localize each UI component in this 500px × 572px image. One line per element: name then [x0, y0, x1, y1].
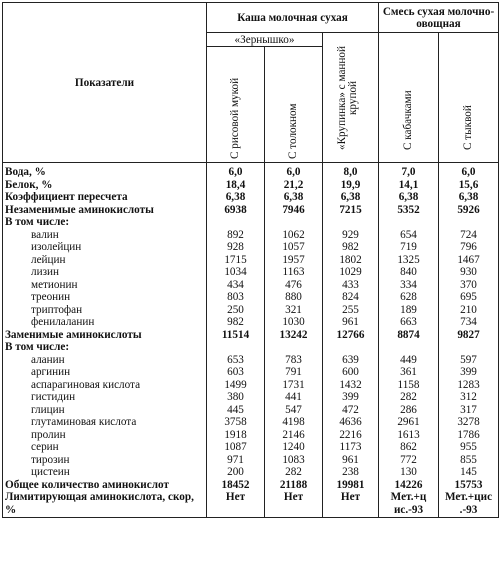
row-value: Нет — [265, 491, 323, 518]
row-value: 255 — [323, 304, 379, 317]
row-value: 1467 — [439, 254, 499, 267]
row-value: 11514 — [207, 329, 265, 342]
row-value: 719 — [379, 241, 439, 254]
row-value: 2146 — [265, 429, 323, 442]
row-label: лейцин — [3, 254, 207, 267]
table-row — [3, 391, 499, 404]
table-row — [3, 416, 499, 429]
row-value: 317 — [439, 404, 499, 417]
row-label: аргинин — [3, 366, 207, 379]
row-value — [265, 341, 323, 354]
row-label: изолейцин — [3, 241, 207, 254]
table-row — [3, 479, 499, 492]
row-value: 982 — [207, 316, 265, 329]
table-row — [3, 229, 499, 242]
row-value: 7946 — [265, 204, 323, 217]
row-value: 3278 — [439, 416, 499, 429]
row-value: 1432 — [323, 379, 379, 392]
row-value: 547 — [265, 404, 323, 417]
table-row — [3, 179, 499, 192]
row-label: метионин — [3, 279, 207, 292]
row-value: 282 — [379, 391, 439, 404]
table-row — [3, 163, 499, 179]
row-label: валин — [3, 229, 207, 242]
header-zernyshko: «Зернышко» — [207, 33, 323, 47]
row-value: 628 — [379, 291, 439, 304]
row-value: 472 — [323, 404, 379, 417]
row-label: Белок, % — [3, 179, 207, 192]
table-row — [3, 266, 499, 279]
row-value: 282 — [265, 466, 323, 479]
row-value: 449 — [379, 354, 439, 367]
row-value: 399 — [323, 391, 379, 404]
table-row — [3, 366, 499, 379]
row-value: 399 — [439, 366, 499, 379]
row-value: 930 — [439, 266, 499, 279]
row-value: 14,1 — [379, 179, 439, 192]
row-value: 1499 — [207, 379, 265, 392]
row-value: 334 — [379, 279, 439, 292]
row-value: 15753 — [439, 479, 499, 492]
header-col-pumpkin-cell — [439, 33, 499, 163]
row-label: В том числе: — [3, 216, 207, 229]
row-label: тирозин — [3, 454, 207, 467]
row-value: 445 — [207, 404, 265, 417]
row-value: 6,0 — [207, 163, 265, 179]
row-label: В том числе: — [3, 341, 207, 354]
header-col-rice-cell — [207, 47, 265, 163]
row-value: 600 — [323, 366, 379, 379]
row-value: 6,0 — [439, 163, 499, 179]
table-row — [3, 304, 499, 317]
header-col-pumpkin: С тыквой — [462, 104, 474, 150]
row-value: 7215 — [323, 204, 379, 217]
row-value: 1283 — [439, 379, 499, 392]
row-value: 803 — [207, 291, 265, 304]
header-col-zucchini: С кабачками — [402, 89, 414, 150]
row-value: 7,0 — [379, 163, 439, 179]
row-value: 1158 — [379, 379, 439, 392]
table-row — [3, 404, 499, 417]
row-label: Общее количество аминокислот — [3, 479, 207, 492]
row-value: 603 — [207, 366, 265, 379]
row-value: 663 — [379, 316, 439, 329]
row-value: 312 — [439, 391, 499, 404]
row-value: 476 — [265, 279, 323, 292]
table-row — [3, 379, 499, 392]
header-col-krupinka: «Крупинка» с манной крупой — [335, 45, 359, 150]
row-value: 928 — [207, 241, 265, 254]
row-value — [323, 341, 379, 354]
row-value: 1057 — [265, 241, 323, 254]
row-value: 724 — [439, 229, 499, 242]
row-value: 6,38 — [379, 191, 439, 204]
row-value: 433 — [323, 279, 379, 292]
table-row — [3, 466, 499, 479]
row-value: 1325 — [379, 254, 439, 267]
row-value: 971 — [207, 454, 265, 467]
row-label: глицин — [3, 404, 207, 417]
row-value: 210 — [439, 304, 499, 317]
document — [2, 2, 498, 518]
row-value — [379, 216, 439, 229]
row-value: 21188 — [265, 479, 323, 492]
row-value: 189 — [379, 304, 439, 317]
row-value: 6,38 — [439, 191, 499, 204]
row-value: 441 — [265, 391, 323, 404]
table-row — [3, 441, 499, 454]
row-value: 8,0 — [323, 163, 379, 179]
header-col-krupinka-cell — [323, 33, 379, 163]
row-value: 19981 — [323, 479, 379, 492]
table-row — [3, 216, 499, 229]
row-value: 929 — [323, 229, 379, 242]
header-col-rice: С рисовой мукой — [229, 77, 241, 159]
row-value: 238 — [323, 466, 379, 479]
row-value: 1034 — [207, 266, 265, 279]
row-label: аспарагиновая кислота — [3, 379, 207, 392]
table-row — [3, 191, 499, 204]
row-value: 361 — [379, 366, 439, 379]
row-value: 3758 — [207, 416, 265, 429]
row-value: 654 — [379, 229, 439, 242]
row-value: 2961 — [379, 416, 439, 429]
row-value: 1802 — [323, 254, 379, 267]
header-porridge-group: Каша молочная сухая — [207, 3, 379, 33]
table-row — [3, 329, 499, 342]
row-value: 1163 — [265, 266, 323, 279]
table-row-limiting — [3, 491, 499, 518]
row-value: 734 — [439, 316, 499, 329]
row-value: 250 — [207, 304, 265, 317]
header-col-tolokno-cell — [265, 47, 323, 163]
row-value: 695 — [439, 291, 499, 304]
row-value: 796 — [439, 241, 499, 254]
row-value: 5926 — [439, 204, 499, 217]
table-row — [3, 291, 499, 304]
row-value: 6,38 — [207, 191, 265, 204]
table-row — [3, 316, 499, 329]
table-row — [3, 279, 499, 292]
row-value: 824 — [323, 291, 379, 304]
row-value: 1613 — [379, 429, 439, 442]
row-value: 855 — [439, 454, 499, 467]
row-value: 1731 — [265, 379, 323, 392]
row-value: Мет.+ц ис.-93 — [379, 491, 439, 518]
row-label: Вода, % — [3, 163, 207, 179]
header-col-zucchini-cell — [379, 33, 439, 163]
row-value: 1786 — [439, 429, 499, 442]
row-value: 1957 — [265, 254, 323, 267]
row-value: 1062 — [265, 229, 323, 242]
row-value: 15,6 — [439, 179, 499, 192]
row-value: 6,38 — [323, 191, 379, 204]
row-value: 5352 — [379, 204, 439, 217]
row-value: 370 — [439, 279, 499, 292]
row-value: 14226 — [379, 479, 439, 492]
row-value: 18,4 — [207, 179, 265, 192]
row-value: 1715 — [207, 254, 265, 267]
row-value: 1240 — [265, 441, 323, 454]
row-value: 597 — [439, 354, 499, 367]
row-label: пролин — [3, 429, 207, 442]
row-label: серин — [3, 441, 207, 454]
row-label: триптофан — [3, 304, 207, 317]
row-value: 321 — [265, 304, 323, 317]
table-row — [3, 454, 499, 467]
row-value: 982 — [323, 241, 379, 254]
row-value — [207, 216, 265, 229]
row-value: 434 — [207, 279, 265, 292]
row-value: 653 — [207, 354, 265, 367]
row-value: 6,0 — [265, 163, 323, 179]
row-label: Коэффициент пересчета — [3, 191, 207, 204]
row-value: 19,9 — [323, 179, 379, 192]
row-label: Лимитирующая аминокислота, скор, % — [3, 491, 207, 518]
row-value: 840 — [379, 266, 439, 279]
row-value: 13242 — [265, 329, 323, 342]
row-value: 880 — [265, 291, 323, 304]
row-value: 6938 — [207, 204, 265, 217]
row-label: Незаменимые аминокислоты — [3, 204, 207, 217]
row-value: 200 — [207, 466, 265, 479]
row-label: глутаминовая кислота — [3, 416, 207, 429]
row-value: 955 — [439, 441, 499, 454]
row-value — [323, 216, 379, 229]
row-value: Нет — [207, 491, 265, 518]
row-value — [379, 341, 439, 354]
row-label: Заменимые аминокислоты — [3, 329, 207, 342]
table-row — [3, 341, 499, 354]
row-value — [265, 216, 323, 229]
row-value: 1087 — [207, 441, 265, 454]
table-row — [3, 241, 499, 254]
row-value: 772 — [379, 454, 439, 467]
row-value: 21,2 — [265, 179, 323, 192]
row-value: 961 — [323, 454, 379, 467]
table-row — [3, 429, 499, 442]
row-value: Нет — [323, 491, 379, 518]
table-row — [3, 204, 499, 217]
row-value: 8874 — [379, 329, 439, 342]
row-value: Мет.+цис .-93 — [439, 491, 499, 518]
header-col-tolokno: С толокном — [287, 102, 299, 159]
row-value — [439, 341, 499, 354]
row-value: 1083 — [265, 454, 323, 467]
amino-acid-table — [2, 2, 499, 518]
row-value: 862 — [379, 441, 439, 454]
row-label: фенилаланин — [3, 316, 207, 329]
row-label: лизин — [3, 266, 207, 279]
row-value: 4636 — [323, 416, 379, 429]
row-value: 791 — [265, 366, 323, 379]
row-value: 6,38 — [265, 191, 323, 204]
row-value: 145 — [439, 466, 499, 479]
row-label: треонин — [3, 291, 207, 304]
row-value: 286 — [379, 404, 439, 417]
row-label: цистеин — [3, 466, 207, 479]
row-value — [207, 341, 265, 354]
row-value: 892 — [207, 229, 265, 242]
row-value: 130 — [379, 466, 439, 479]
row-value: 639 — [323, 354, 379, 367]
row-label: гистидин — [3, 391, 207, 404]
header-mix-group: Смесь сухая молочно-овощная — [379, 3, 499, 33]
row-value: 1029 — [323, 266, 379, 279]
row-value: 4198 — [265, 416, 323, 429]
row-value: 18452 — [207, 479, 265, 492]
row-label: аланин — [3, 354, 207, 367]
table-body — [3, 163, 499, 518]
row-value — [439, 216, 499, 229]
table-row — [3, 254, 499, 267]
table-row — [3, 354, 499, 367]
row-value: 1173 — [323, 441, 379, 454]
row-value: 1030 — [265, 316, 323, 329]
row-value: 961 — [323, 316, 379, 329]
header-indicators: Показатели — [3, 3, 207, 163]
row-value: 380 — [207, 391, 265, 404]
row-value: 9827 — [439, 329, 499, 342]
row-value: 12766 — [323, 329, 379, 342]
row-value: 1918 — [207, 429, 265, 442]
row-value: 2216 — [323, 429, 379, 442]
row-value: 783 — [265, 354, 323, 367]
